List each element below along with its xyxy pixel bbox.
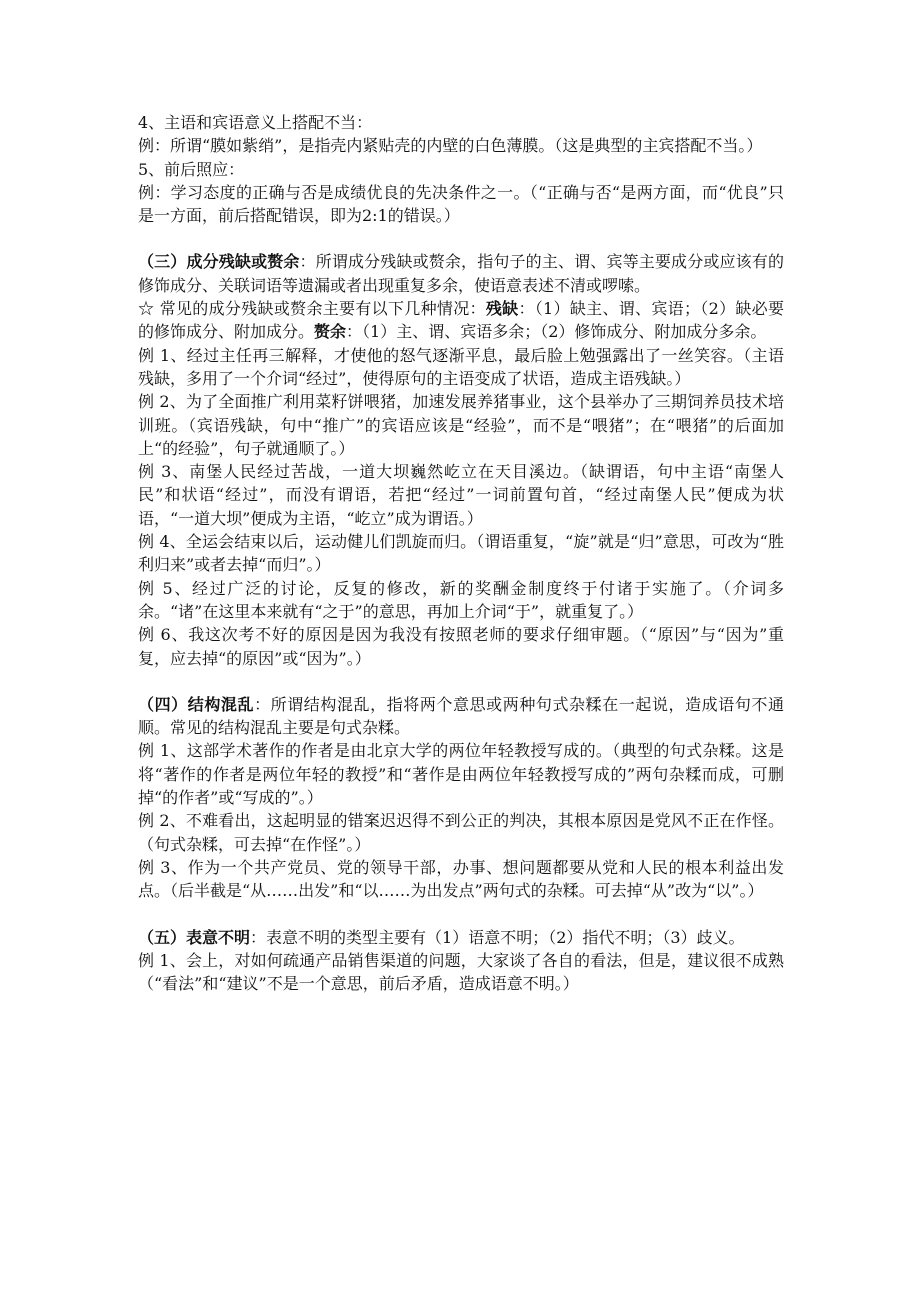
item4-example: 例：所谓“膜如紫绡”，是指壳内紧贴壳的内壁的白色薄膜。（这是典型的主宾搭配不当。）	[138, 136, 763, 156]
section3-intro: ：所谓成分残缺或赘余，指句子的主、谓、宾等主要成分或应该有的修饰成分、关联词语等遗漏或者出现重复多余，使语意表述不清或啰嗦。	[138, 252, 784, 295]
section4-intro-paragraph	[138, 693, 784, 740]
redundant-label: 赘余	[314, 322, 347, 342]
section4-heading: （四）结构混乱	[138, 694, 255, 714]
section5-heading: （五）表意不明	[138, 927, 251, 947]
section5-example-1: 例 1、会上，对如何疏通产品销售渠道的问题，大家谈了各自的看法，但是，建议很不成熟（“看法”和“建议”不是一个意思，前后矛盾，造成语意不明。）	[138, 950, 784, 994]
paragraph-gap	[138, 670, 784, 693]
section3-example-6: 例 6、我这次考不好的原因是因为我没有按照老师的要求仔细审题。（“原因”与“因为”重复，应去掉“的原因”或“因为”。）	[138, 625, 784, 668]
section4-example-2: 例 2、不难看出，这起明显的错案迟迟得不到公正的判决，其根本原因是党风不正在作怪。（句式杂糅，可去掉“在作怪”。）	[138, 811, 784, 854]
missing-label: 残缺	[485, 299, 519, 319]
paragraph-gap	[138, 227, 784, 250]
section3-example-1: 例 1、经过主任再三解释，才使他的怒气逐渐平息，最后脸上勉强露出了一丝笑容。（主语残缺，多用了一个介词“经过”，使得原句的主语变成了状语，造成主语残缺。）	[138, 345, 784, 388]
section5-intro: ：表意不明的类型主要有（1）语意不明；（2）指代不明；（3）歧义。	[250, 927, 745, 947]
section3-heading: （三）成分残缺或赘余	[138, 252, 300, 272]
paragraph-gap	[138, 903, 784, 926]
section4-intro: ：所谓结构混乱，指将两个意思或两种句式杂糅在一起说，造成语句不通顺。常见的结构混乱主要是句式杂糅。	[138, 694, 784, 738]
section3-example-3: 例 3、南堡人民经过苦战，一道大坝巍然屹立在天目溪边。（缺谓语，句中主语“南堡人民”和状语“经过”，而没有谓语，若把“经过”一词前置句首，“经过南堡人民”便成为状语，“一道大坝”便成为主语，“屹立”成为谓语。）	[138, 462, 784, 528]
document-page	[138, 111, 784, 995]
section3-intro-paragraph	[138, 250, 784, 297]
section3-types-paragraph	[138, 297, 784, 344]
item4-title: 4、主语和宾语意义上搭配不当：	[138, 113, 373, 132]
section4-example-1: 例 1、这部学术著作的作者是由北京大学的两位年轻教授写成的。（典型的句式杂糅。这是将“著作的作者是两位年轻的教授”和“著作是由两位年轻教授写成的”两句杂糅而成，可删掉“的作者”或“写成的”。）	[138, 741, 784, 808]
section3-example-5: 例 5、经过广泛的讨论，反复的修改，新的奖酬金制度终于付诸于实施了。（介词多余。“诸”在这里本来就有“之于”的意思，再加上介词“于”，就重复了。）	[138, 578, 784, 621]
redundant-text: ：（1）主、谓、宾语多余；（2）修饰成分、附加成分多余。	[346, 322, 767, 342]
item5-example: 例：学习态度的正确与否是成绩优良的先决条件之一。（“正确与否“是两方面，而“优良”只是一方面，前后搭配错误，即为2:1的错误。）	[138, 182, 784, 226]
section3-example-2: 例 2、为了全面推广利用菜籽饼喂猪，加速发展养猪事业，这个县举办了三期饲养员技术培训班。（宾语残缺，句中“推广”的宾语应该是“经验”，而不是“喂猪”；在“喂猪”的后面加上“的经验”，句子就通顺了。）	[138, 392, 784, 458]
section4-example-3: 例 3、作为一个共产党员、党的领导干部，办事、想问题都要从党和人民的根本利益出发点。（后半截是“从……出发”和“以……为出发点”两句式的杂糅。可去掉“从”改为“以”。）	[138, 857, 784, 901]
section5-intro-paragraph	[138, 926, 784, 949]
section3-star-lead: ☆ 常见的成分残缺或赘余主要有以下几种情况：	[138, 299, 486, 319]
item5-title: 5、前后照应：	[138, 159, 245, 179]
section3-example-4: 例 4、全运会结束以后，运动健儿们凯旋而归。（谓语重复，“旋”就是“归”意思，可改为“胜利归来”或者去掉“而归”。）	[138, 532, 784, 575]
missing-text: ：（1）缺主、谓、宾语；（2）缺必要的修饰成分、附加成分。	[138, 299, 784, 342]
